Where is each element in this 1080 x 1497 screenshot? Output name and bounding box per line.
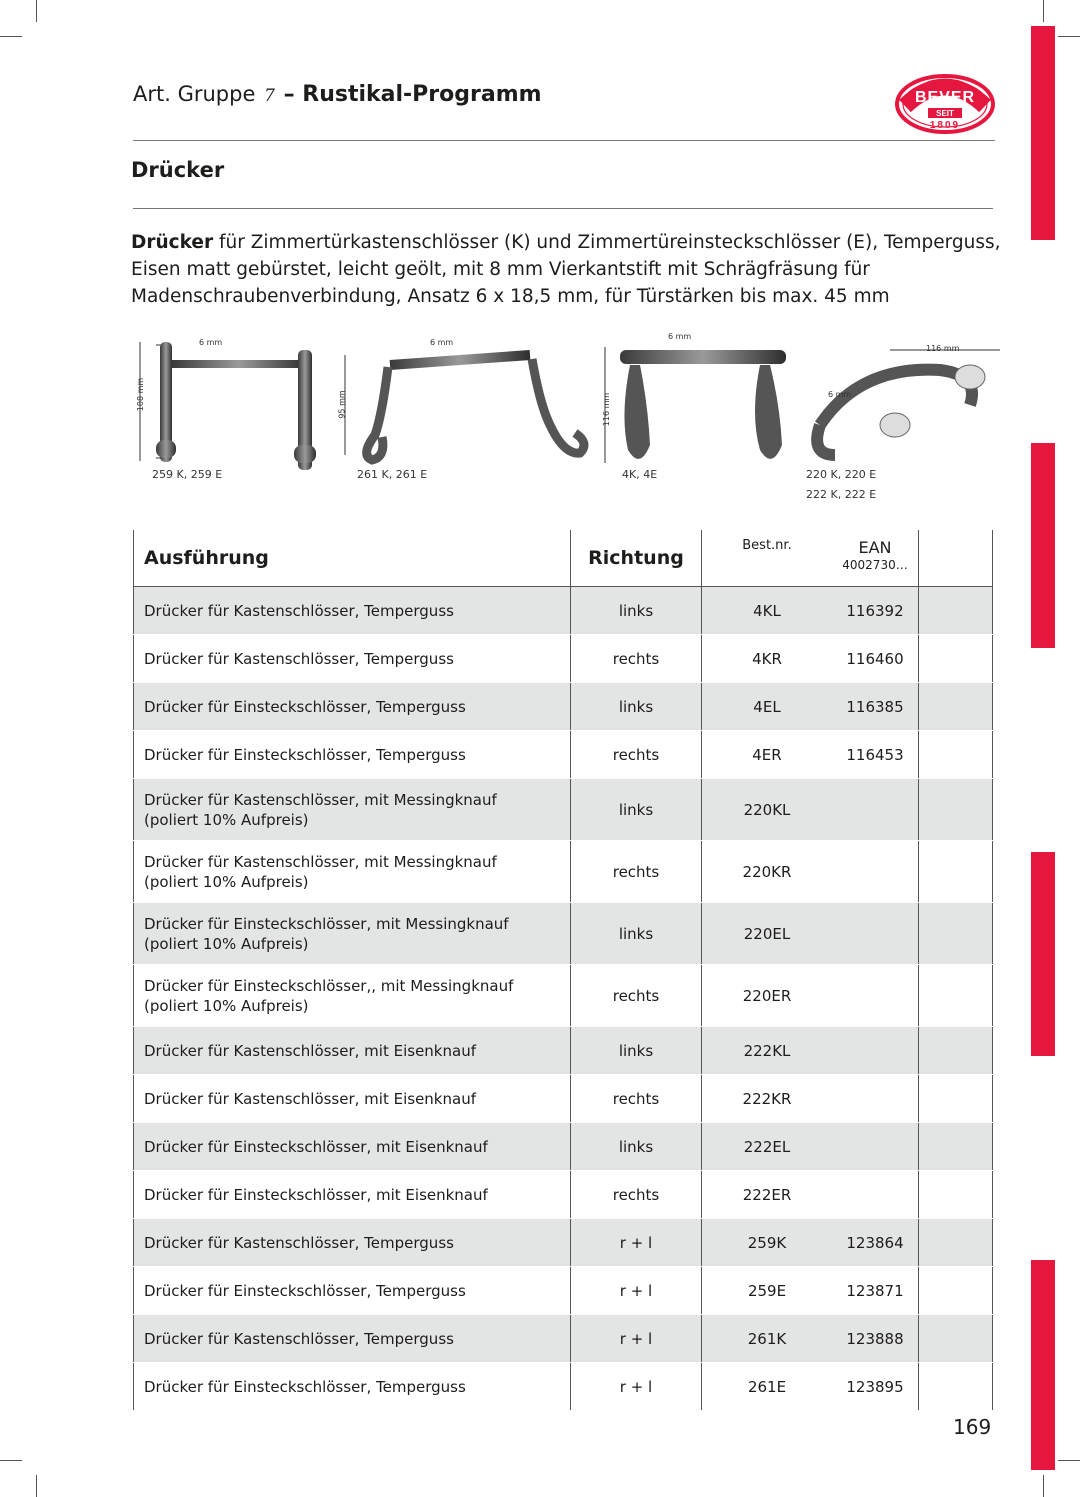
cell-bestnr: 220KR [702,841,833,903]
cell-richtung: rechts [571,635,702,683]
ausfuehrung-text: Drücker für Einsteckschlösser, mit Messingknauf [144,914,509,933]
product-description [131,229,1011,310]
crop-mark [1043,1475,1044,1497]
ausfuehrung-text: Drücker für Einsteckschlösser, Temperguss [144,1281,466,1300]
image-caption: 4K, 4E [622,468,658,481]
page-header [133,82,542,107]
cell-ean: 116392 [832,587,919,635]
header-richtung: Richtung [571,530,702,587]
cell-empty [919,1315,993,1363]
cell-ausfuehrung [134,1315,571,1363]
register-tab [1031,26,1055,240]
cell-ean [832,1171,919,1219]
cell-ean [832,903,919,965]
bever-logo [893,72,997,136]
dimension-label: 108 mm [136,377,146,412]
product-table [133,530,993,1411]
cell-bestnr: 261K [702,1315,833,1363]
crop-mark [1058,1460,1080,1461]
table-row [134,1315,993,1363]
cell-empty [919,1267,993,1315]
cell-richtung: rechts [571,731,702,779]
cell-bestnr: 259E [702,1267,833,1315]
header-rule [133,140,995,141]
header-bestnr: Best.nr. [702,530,833,587]
ausfuehrung-text: Drücker für Kastenschlösser, mit Messingknauf [144,790,497,809]
table-row [134,903,993,965]
ausfuehrung-note: (poliert 10% Aufpreis) [144,872,309,891]
cell-ausfuehrung [134,1267,571,1315]
ausfuehrung-text: Drücker für Kastenschlösser, mit Eisenknauf [144,1089,476,1108]
table-header-row [134,530,993,587]
cell-ausfuehrung [134,1219,571,1267]
header-empty [919,530,993,587]
table-row [134,1219,993,1267]
cell-ausfuehrung [134,1171,571,1219]
table-row [134,1363,993,1411]
cell-richtung: rechts [571,841,702,903]
group-number: 7 [264,86,275,106]
section-rule [133,208,993,209]
table-row [134,635,993,683]
cell-empty [919,1075,993,1123]
cell-richtung: rechts [571,1171,702,1219]
cell-richtung: rechts [571,965,702,1027]
cell-empty [919,1171,993,1219]
crop-mark [1043,0,1044,22]
dimension-label: 6 mm [199,338,223,347]
cell-bestnr: 222KL [702,1027,833,1075]
cell-empty [919,587,993,635]
cell-bestnr: 222ER [702,1171,833,1219]
cell-ean: 116460 [832,635,919,683]
cell-richtung: rechts [571,1075,702,1123]
cell-bestnr: 222EL [702,1123,833,1171]
table-row [134,1171,993,1219]
cell-richtung: r + l [571,1363,702,1411]
cell-ausfuehrung [134,731,571,779]
cell-richtung: links [571,587,702,635]
cell-ean [832,779,919,841]
cell-ausfuehrung [134,683,571,731]
ausfuehrung-text: Drücker für Kastenschlösser, Temperguss [144,601,454,620]
cell-empty [919,1027,993,1075]
ausfuehrung-text: Drücker für Einsteckschlösser, mit Eisenknauf [144,1137,488,1156]
ausfuehrung-text: Drücker für Einsteckschlösser, Temperguss [144,697,466,716]
product-images [120,325,1020,515]
ausfuehrung-text: Drücker für Einsteckschlösser, mit Eisenknauf [144,1185,488,1204]
register-tab [1031,443,1055,648]
handle-259-image [140,342,316,470]
cell-ean: 116453 [832,731,919,779]
cell-bestnr: 220EL [702,903,833,965]
cell-richtung: links [571,683,702,731]
ausfuehrung-note: (poliert 10% Aufpreis) [144,934,309,953]
cell-ausfuehrung [134,1123,571,1171]
cell-ean: 123871 [832,1267,919,1315]
cell-richtung: r + l [571,1219,702,1267]
cell-ausfuehrung [134,1363,571,1411]
group-label: Art. Gruppe [133,82,256,106]
cell-ausfuehrung [134,779,571,841]
cell-ausfuehrung [134,1027,571,1075]
dimension-label: 116 mm [602,392,612,427]
crop-mark [1058,36,1080,37]
image-caption: 259 K, 259 E [152,468,223,481]
cell-richtung: links [571,1123,702,1171]
cell-ean: 116385 [832,683,919,731]
table-row [134,965,993,1027]
cell-bestnr: 222KR [702,1075,833,1123]
cell-ean [832,1075,919,1123]
cell-richtung: links [571,903,702,965]
cell-bestnr: 220ER [702,965,833,1027]
ausfuehrung-text: Drücker für Einsteckschlösser, Temperguss [144,745,466,764]
cell-ausfuehrung [134,965,571,1027]
cell-empty [919,1363,993,1411]
dimension-label: 6 mm [828,390,852,399]
cell-empty [919,1219,993,1267]
cell-richtung: r + l [571,1267,702,1315]
cell-ean: 123864 [832,1219,919,1267]
cell-ean [832,1027,919,1075]
header-ausfuehrung: Ausführung [134,530,571,587]
cell-ean: 123895 [832,1363,919,1411]
dimension-label: 6 mm [430,338,454,347]
dimension-label: 6 mm [668,332,692,341]
cell-bestnr: 220KL [702,779,833,841]
handle-220-image [817,350,1000,455]
cell-ean: 123888 [832,1315,919,1363]
cell-bestnr: 4KL [702,587,833,635]
crop-mark [0,36,22,37]
svg-text:SEIT: SEIT [936,109,954,118]
table-row [134,1027,993,1075]
cell-bestnr: 4ER [702,731,833,779]
cell-empty [919,1123,993,1171]
section-title: Drücker [131,158,225,182]
table-row [134,1267,993,1315]
table-row [134,587,993,635]
ausfuehrung-text: Drücker für Einsteckschlösser, Temperguss [144,1377,466,1396]
description-text: für Zimmertürkastenschlösser (K) und Zimmertüreinsteckschlösser (E), Temperguss, Eisen matt gebürstet, leicht geölt, mit 8 mm Vierkantstift mit Schrägfräsung für Madenschraubenverbindung, Ansatz 6 x 18,5 mm, für Türstärken bis max. 45 mm [131,232,1001,307]
svg-text:1809: 1809 [929,120,961,131]
image-caption: 220 K, 220 E [806,468,877,481]
cell-bestnr: 261E [702,1363,833,1411]
ausfuehrung-text: Drücker für Kastenschlösser, mit Eisenknauf [144,1041,476,1060]
table-row [134,683,993,731]
image-caption: 222 K, 222 E [806,488,877,501]
header-ean-label: EAN [858,538,892,557]
cell-empty [919,841,993,903]
register-tab [1031,1260,1055,1470]
cell-ean [832,965,919,1027]
image-caption: 261 K, 261 E [357,468,428,481]
cell-ausfuehrung [134,587,571,635]
register-tab [1031,852,1055,1056]
cell-empty [919,635,993,683]
cell-richtung: links [571,1027,702,1075]
table-row [134,1123,993,1171]
ausfuehrung-text: Drücker für Kastenschlösser, Temperguss [144,1233,454,1252]
ausfuehrung-note: (poliert 10% Aufpreis) [144,996,309,1015]
ausfuehrung-text: Drücker für Kastenschlösser, mit Messingknauf [144,852,497,871]
crop-mark [36,0,37,22]
page-number: 169 [953,1415,992,1439]
cell-richtung: r + l [571,1315,702,1363]
cell-ausfuehrung [134,635,571,683]
cell-ean [832,1123,919,1171]
ausfuehrung-text: Drücker für Kastenschlösser, Temperguss [144,1329,454,1348]
cell-ausfuehrung [134,841,571,903]
cell-bestnr: 259K [702,1219,833,1267]
table-row [134,841,993,903]
header-ean-prefix: 4002730… [842,558,908,572]
cell-ean [832,841,919,903]
header-ean [832,530,919,587]
handle-4-image [605,347,786,463]
cell-empty [919,903,993,965]
ausfuehrung-note: (poliert 10% Aufpreis) [144,810,309,829]
table-row [134,731,993,779]
cell-empty [919,683,993,731]
cell-bestnr: 4KR [702,635,833,683]
dimension-label: 116 mm [926,344,960,353]
ausfuehrung-text: Drücker für Einsteckschlösser,, mit Messingknauf [144,976,514,995]
handle-261-image [345,355,584,460]
table-row [134,1075,993,1123]
crop-mark [36,1475,37,1497]
table-row [134,779,993,841]
description-lead: Drücker [131,232,214,253]
cell-empty [919,731,993,779]
cell-ausfuehrung [134,903,571,965]
crop-mark [0,1460,22,1461]
cell-empty [919,779,993,841]
cell-empty [919,965,993,1027]
dimension-label: 95 mm [337,390,347,419]
cell-bestnr: 4EL [702,683,833,731]
page-title: – Rustikal-Programm [283,82,542,107]
ausfuehrung-text: Drücker für Kastenschlösser, Temperguss [144,649,454,668]
cell-ausfuehrung [134,1075,571,1123]
svg-text:BEVER: BEVER [914,89,976,106]
cell-richtung: links [571,779,702,841]
